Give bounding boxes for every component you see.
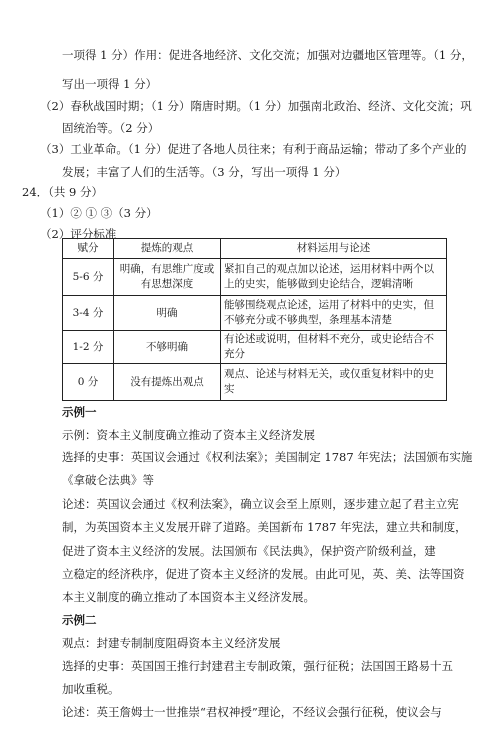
example-one-line: 论述：英国议会通过《权利法案》，确立议会至上原则，逐步建立起了君主立宪 (62, 497, 459, 511)
example-one-heading: 示例一 (62, 405, 97, 419)
table-row (63, 364, 447, 401)
answer-line-5: （3）工业革命。（1 分）促进了各地人员往来；有利于商品运输；带动了多个产业的 (40, 142, 467, 156)
table-cell-argument: 观点、论述与材料无关，或仅重复材料中的史实 (221, 364, 447, 401)
q24-part1: （1）② ① ③（3 分） (40, 206, 158, 220)
answer-line-4: 固统治等。（2 分） (62, 121, 160, 135)
answer-line-3: （2）春秋战国时期；（1 分）隋唐时期。（1 分）加强南北政治、经济、文化交流；巩 (40, 99, 472, 113)
table-cell-argument: 紧扣自己的观点加以论述，运用材料中两个以上的史实，能够做到史论结合，逻辑清晰 (221, 259, 447, 296)
table-cell-score: 5-6 分 (63, 259, 114, 296)
scoring-table (62, 238, 447, 401)
q24-part2-scoring-title: （2）评分标准 (40, 227, 117, 241)
example-two-line: 论述：英王詹姆士一世推崇“君权神授”理论，不经议会强行征税，使议会与 (62, 705, 442, 719)
example-one-line: 制，为英国资本主义发展开辟了道路。美国新布 1787 年宪法，建立共和制度， (62, 520, 467, 534)
example-two-heading: 示例二 (62, 613, 97, 627)
table-cell-viewpoint: 不够明确 (114, 331, 221, 364)
question-24-heading: 24．（共 9 分） (22, 185, 104, 199)
table-header-score: 赋分 (63, 239, 114, 259)
example-two-line: 观点：封建专制制度阻碍资本主义经济发展 (62, 636, 281, 650)
example-two-line: 选择的史事：英国国王推行封建君主专制政策，强行征税；法国国王路易十五 (62, 659, 453, 673)
answer-line-2: 写出一项得 1 分） (62, 77, 158, 91)
table-row (63, 296, 447, 331)
table-cell-viewpoint: 明确 (114, 296, 221, 331)
answer-line-1: 一项得 1 分）作用：促进各地经济、文化交流；加强对边疆地区管理等。（1 分， (62, 48, 473, 62)
example-one-line: 示例：资本主义制度确立推动了资本主义经济发展 (62, 428, 315, 442)
example-one-line: 选择的史事：英国议会通过《权利法案》；美国制定 1787 年宪法；法国颁布实施 (62, 450, 473, 464)
table-cell-argument: 有论述或说明，但材料不充分，或史论结合不充分 (221, 331, 447, 364)
example-one-line: 本主义制度的确立推动了本国资本主义经济发展。 (62, 590, 315, 604)
example-one-line: 《拿破仑法典》等 (62, 473, 154, 487)
table-cell-score: 0 分 (63, 364, 114, 401)
table-header-viewpoint: 提炼的观点 (114, 239, 221, 259)
table-row (63, 259, 447, 296)
example-two-line: 加收重税。 (62, 682, 120, 696)
table-cell-viewpoint: 没有提炼出观点 (114, 364, 221, 401)
answer-line-6: 发展；丰富了人们的生活等。（3 分，写出一项得 1 分） (62, 165, 347, 179)
table-row (63, 331, 447, 364)
example-one-line: 立稳定的经济秩序，促进了资本主义经济的发展。由此可见，英、美、法等国资 (62, 567, 465, 581)
table-cell-argument: 能够围绕观点论述，运用了材料中的史实，但不够充分或不够典型，条理基本清楚 (221, 296, 447, 331)
table-cell-viewpoint: 明确，有思维广度或有思想深度 (114, 259, 221, 296)
table-cell-score: 1-2 分 (63, 331, 114, 364)
example-one-line: 促进了资本主义经济的发展。法国颁布《民法典》，保护资产阶级利益，建 (62, 544, 436, 558)
table-header-argument: 材料运用与论述 (221, 239, 447, 259)
table-cell-score: 3-4 分 (63, 296, 114, 331)
